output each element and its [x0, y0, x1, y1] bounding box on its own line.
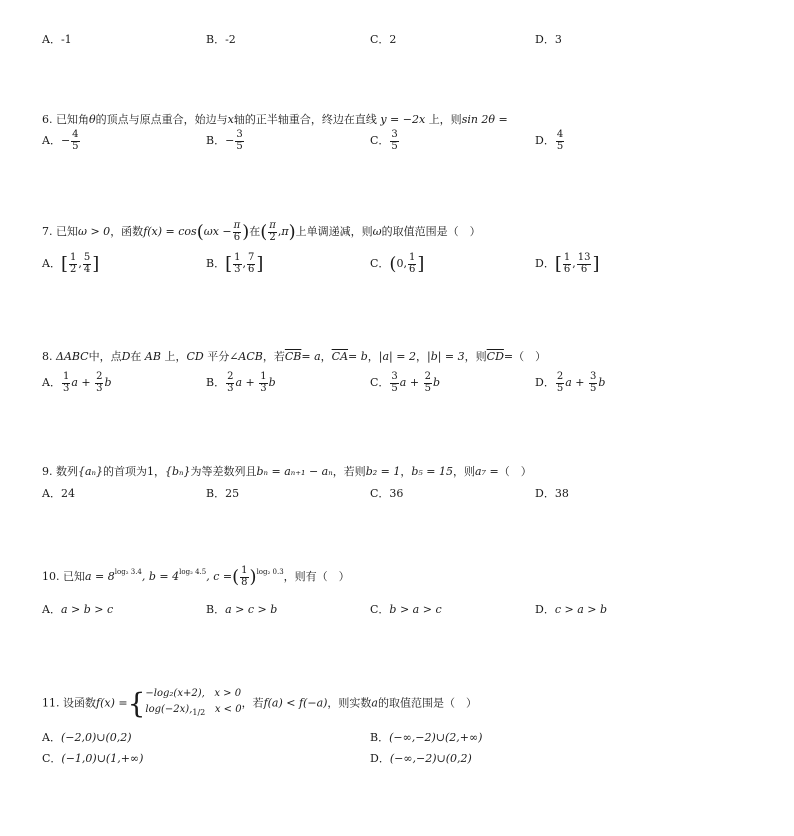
q10-option-d: D．c > a > b	[535, 603, 608, 616]
q11-option-a: A．(−2,0)∪(0,2)	[42, 731, 132, 744]
q9-option-d: D．38	[535, 487, 569, 500]
q7-option-d: D．[ $\frac{1}{6}$ , $\frac{13}{6}$ ]	[535, 252, 600, 275]
q9-option-c: C．36	[370, 487, 404, 500]
q8-option-a: A． $\frac{1}{3}$ a + $\frac{2}{3}$ b	[42, 371, 112, 394]
q11-stem: 11. 设函数f(x) ={ −log₂(x+2), x > 0 $\log(-2x),_{1/2}$ x < 0 ，若f(a) < f(−a)，则实数a的取值范围是（ ）	[42, 687, 477, 720]
q11-option-c: C．(−1,0)∪(1,+∞)	[42, 752, 144, 765]
q8-option-c: C． $\frac{3}{5}$ a + $\frac{2}{5}$ b	[370, 371, 440, 394]
q10-option-a: A．a > b > c	[42, 603, 114, 616]
q7-stem: 7. 已知ω > 0，函数f(x) = cos(ωx − $\frac{\pi}{6}$ )在( $\frac{\pi}{2}$ ,π)上单调递减，则ω的取值范围是（ ）	[42, 220, 481, 243]
q10-option-c: C．b > a > c	[370, 603, 442, 616]
q7-option-b: B．[ $\frac{1}{3}$ , $\frac{7}{6}$ ]	[206, 252, 264, 275]
q7-option-a: A．[ $\frac{1}{2}$ , $\frac{5}{4}$ ]	[42, 252, 100, 275]
q10-option-b: B．a > c > b	[206, 603, 278, 616]
q9-stem: 9. 数列{aₙ}的首项为1，{bₙ}为等差数列且bₙ = aₙ₊₁ − aₙ，若则b₂ = 1，b₅ = 15，则a₇ =（ ）	[42, 465, 532, 478]
q5-option-d: D．3	[535, 33, 562, 46]
q9-option-a: A．24	[42, 487, 75, 500]
q8-option-d: D． $\frac{2}{5}$ a + $\frac{3}{5}$ b	[535, 371, 606, 394]
q6-option-a: A．− $\frac{4}{5}$	[42, 129, 79, 152]
q11-option-d: D．(−∞,−2)∪(0,2)	[370, 752, 472, 765]
q7-option-c: C．(0, $\frac{1}{6}$ ]	[370, 252, 425, 275]
q5-option-b: B．-2	[206, 33, 236, 46]
q8-stem: 8. ΔABC中，点D在 AB 上，CD 平分∠ACB，若$\overline{CB}= a$，$\overline{CA}= b$，|a| = 2，|b| = 3，则$\overline{CD}=$（ ）	[42, 350, 547, 363]
q6-option-d: D． $\frac{4}{5}$	[535, 129, 564, 152]
q8-option-b: B． $\frac{2}{3}$ a + $\frac{1}{3}$ b	[206, 371, 276, 394]
q6-stem: 6. 已知角θ的顶点与原点重合，始边与x轴的正半轴重合，终边在直线 y = −2x 上，则sin 2θ =	[42, 113, 508, 126]
q5-option-c: C．2	[370, 33, 397, 46]
q9-option-b: B．25	[206, 487, 240, 500]
q6-option-c: C． $\frac{3}{5}$	[370, 129, 398, 152]
q11-option-b: B．(−∞,−2)∪(2,+∞)	[370, 731, 483, 744]
q10-stem: 10. 已知$a = 8^{log_2 3.4}$, $b = 4^{log_2 4.5}$, c =( $\frac{1}{8}$ )$^{log_2 0.3}$，则有（ ）	[42, 565, 350, 588]
q6-option-b: B．− $\frac{3}{5}$	[206, 129, 243, 152]
q5-option-a: A．-1	[42, 33, 72, 46]
